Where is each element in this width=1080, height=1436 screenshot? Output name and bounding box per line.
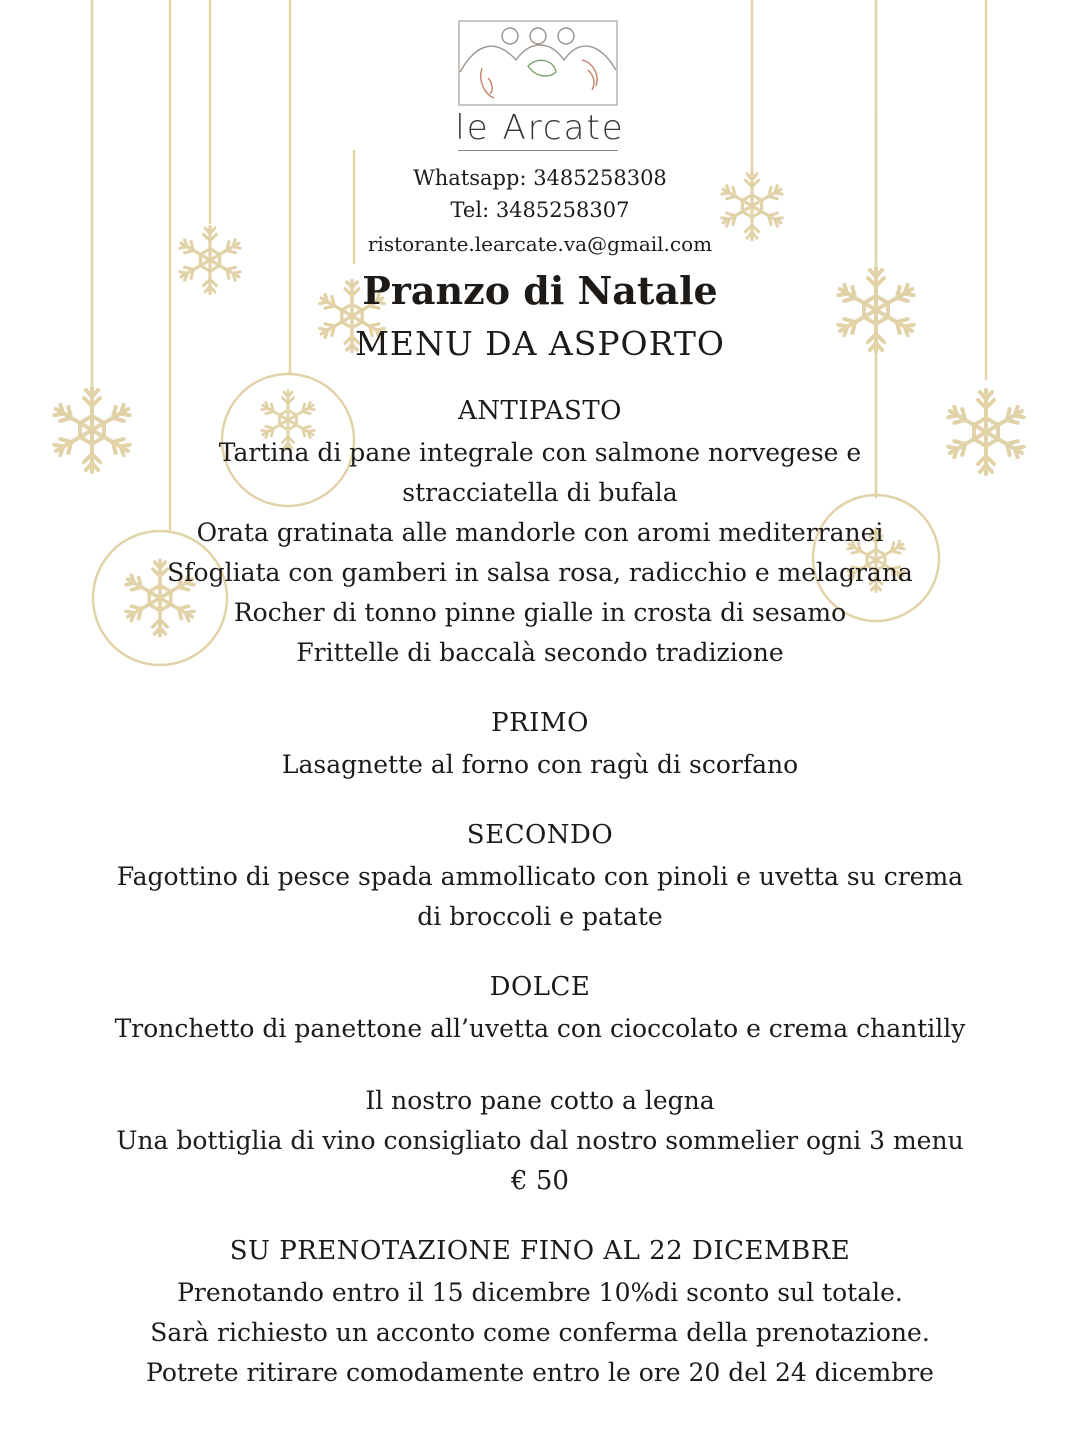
section-heading-primo: PRIMO [491, 708, 589, 738]
menu-item: Orata gratinata alle mandorle con aromi mediterranei [196, 518, 884, 547]
menu-item: di broccoli e patate [417, 902, 663, 931]
telephone-number: Tel: 3485258307 [450, 198, 630, 222]
menu-item: Sfogliata con gamberi in salsa rosa, radicchio e melagrana [167, 558, 913, 587]
menu-item: Fagottino di pesce spada ammollicato con pinoli e uvetta su crema [116, 862, 964, 891]
booking-note: Sarà richiesto un acconto come conferma della prenotazione. [150, 1318, 930, 1347]
page-title: Pranzo di Natale [362, 268, 718, 313]
extras-item: Il nostro pane cotto a legna [365, 1086, 715, 1115]
section-heading-secondo: SECONDO [466, 820, 614, 850]
menu-item: Frittelle di baccalà secondo tradizione [296, 638, 784, 667]
whatsapp-number: Whatsapp: 3485258308 [413, 166, 667, 190]
restaurant-name: le Arcate [455, 108, 625, 148]
email-address: ristorante.learcate.va@gmail.com [367, 232, 713, 256]
section-heading-dolce: DOLCE [489, 972, 591, 1002]
menu-item: Tronchetto di panettone all’uvetta con cioccolato e crema chantilly [114, 1014, 966, 1043]
menu-item: Rocher di tonno pinne gialle in crosta di sesamo [233, 598, 847, 627]
booking-note: Prenotando entro il 15 dicembre 10%di sconto sul totale. [177, 1278, 903, 1307]
page-subtitle: MENU DA ASPORTO [355, 324, 725, 363]
menu-item: Lasagnette al forno con ragù di scorfano [281, 750, 799, 779]
menu-item: stracciatella di bufala [402, 478, 678, 507]
booking-heading: SU PRENOTAZIONE FINO AL 22 DICEMBRE [229, 1236, 851, 1266]
brand-underline [458, 150, 618, 151]
restaurant-logo-icon [458, 20, 618, 106]
extras-item: Una bottiglia di vino consigliato dal nostro sommelier ogni 3 menu [116, 1126, 964, 1155]
menu-price: € 50 [511, 1166, 569, 1196]
booking-note: Potrete ritirare comodamente entro le ore 20 del 24 dicembre [146, 1358, 934, 1387]
menu-item: Tartina di pane integrale con salmone norvegese e [218, 438, 862, 467]
section-heading-antipasto: ANTIPASTO [458, 396, 622, 426]
